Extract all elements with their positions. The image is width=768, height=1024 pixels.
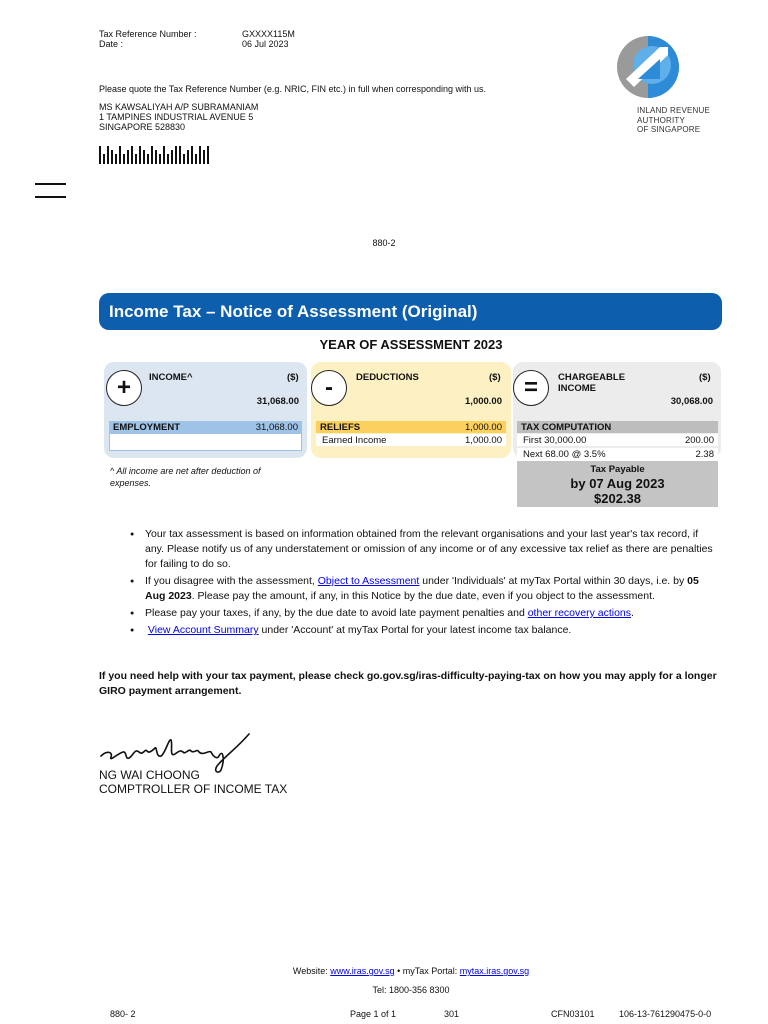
earned-income-label: Earned Income — [322, 434, 387, 446]
bullet-text: Please pay your taxes, if any, by the due date to avoid late payment penalties and — [145, 607, 528, 619]
tax-computation-header — [517, 421, 718, 433]
barcode-bar — [163, 146, 165, 164]
page-title: Income Tax – Notice of Assessment (Original) — [109, 301, 478, 321]
income-empty-row — [109, 433, 302, 451]
date-label: Date : — [99, 39, 124, 49]
barcode-bar — [207, 146, 209, 164]
tax-ref-label: Tax Reference Number : — [99, 29, 197, 39]
quote-note: Please quote the Tax Reference Number (e.g. NRIC, FIN etc.) in full when corresponding with us. — [99, 84, 487, 94]
footer-doc-id: 106-13-761290475-0-0 — [619, 1009, 712, 1019]
view-account-summary-link[interactable]: View Account Summary — [147, 624, 259, 636]
list-item — [130, 574, 720, 604]
deductions-total: 1,000.00 — [465, 396, 502, 407]
reliefs-row — [316, 421, 506, 433]
employment-row — [109, 421, 302, 433]
website-label: Website: — [292, 966, 331, 976]
barcode-bar — [111, 150, 113, 164]
page-code: 880-2 — [372, 238, 396, 248]
barcode-bar — [203, 150, 205, 164]
income-panel — [104, 362, 307, 458]
footer-telephone: Tel: 1800-356 8300 — [372, 985, 450, 995]
footer-number: 301 — [444, 1009, 460, 1019]
signer-title: COMPTROLLER OF INCOME TAX — [99, 782, 288, 796]
signer-block — [99, 768, 287, 796]
object-to-assessment-link[interactable]: Object to Assessment — [317, 575, 420, 587]
barcode-bar — [107, 146, 109, 164]
bullet-text: under 'Individuals' at myTax Portal within 30 days, i.e. by — [419, 575, 688, 587]
minus-icon: - — [311, 370, 347, 406]
signer-name: NG WAI CHOONG — [99, 768, 200, 782]
objection-deadline: 05 Aug 2023 — [145, 575, 699, 602]
tax-payable-box — [517, 461, 718, 507]
tax-payable-amount: $202.38 — [594, 491, 641, 506]
tax-computation-row — [517, 434, 718, 446]
barcode-bar — [171, 150, 173, 164]
deductions-heading: DEDUCTIONS — [356, 372, 419, 383]
employment-value: 31,068.00 — [255, 421, 298, 433]
barcode-bar — [119, 146, 121, 164]
barcode-bar — [115, 154, 117, 164]
bullet-text: Your tax assessment is based on information obtained from the relevant organisations and your last year's tax record, if any. Please notify us of any understatement or omission of any income or of any excessive tax relief as there are penalties for failing to do so. — [145, 528, 713, 570]
barcode-bar — [155, 150, 157, 164]
reliefs-label: RELIEFS — [320, 421, 361, 433]
income-total: 31,068.00 — [256, 396, 299, 407]
logo-line: AUTHORITY — [637, 115, 686, 125]
bullet-text: If you disagree with the assessment, — [145, 575, 318, 587]
tax-row-value: 2.38 — [695, 448, 714, 460]
chargeable-heading-line: CHARGEABLE — [558, 372, 626, 383]
tax-reference-block — [99, 29, 295, 49]
barcode-bar — [151, 146, 153, 164]
other-recovery-actions-link[interactable]: other recovery actions — [527, 607, 632, 619]
barcode-bar — [139, 146, 141, 164]
bullet-text: . Please pay the amount, if any, in this Notice by the due date, even if you object to the assessment. — [191, 590, 655, 602]
barcode-bar — [183, 154, 185, 164]
footer-page: Page 1 of 1 — [350, 1009, 397, 1019]
notice-title-bar — [99, 293, 722, 330]
income-unit: ($) — [287, 372, 299, 383]
barcode-bar — [135, 154, 137, 164]
postal-barcode-icon — [99, 146, 209, 164]
barcode-bar — [159, 154, 161, 164]
barcode-bar — [147, 154, 149, 164]
barcode-bar — [123, 154, 125, 164]
footer-cfn: CFN03101 — [551, 1009, 595, 1019]
chargeable-unit: ($) — [699, 372, 711, 383]
tax-payable-label: Tax Payable — [590, 464, 645, 475]
income-heading: INCOME^ — [149, 372, 193, 383]
barcode-bar — [103, 154, 105, 164]
year-of-assessment: YEAR OF ASSESSMENT 2023 — [319, 337, 503, 352]
mytax-portal-link[interactable]: mytax.iras.gov.sg — [459, 966, 530, 976]
barcode-bar — [127, 150, 129, 164]
iras-logo-icon — [616, 35, 680, 99]
date-value: 06 Jul 2023 — [242, 39, 289, 49]
fold-mark — [35, 183, 66, 185]
barcode-bar — [143, 150, 145, 164]
tax-row-value: 200.00 — [684, 434, 714, 446]
reliefs-value: 1,000.00 — [465, 421, 502, 433]
address-block — [99, 102, 258, 132]
chargeable-total: 30,068.00 — [670, 396, 713, 407]
notes-list — [130, 527, 720, 640]
chargeable-heading-line: INCOME — [558, 383, 596, 394]
payment-help-text: If you need help with your tax payment, please check go.gov.sg/iras-difficulty-paying-tax on how you may apply for a longer GIRO payment arrangement. — [99, 670, 717, 697]
barcode-bar — [131, 146, 133, 164]
barcode-bar — [99, 146, 101, 164]
logo-line: INLAND REVENUE — [637, 106, 711, 115]
tax-payable-due: by 07 Aug 2023 — [570, 476, 665, 491]
address-line: MS KAWSALIYAH A/P SUBRAMANIAM — [99, 102, 259, 112]
chargeable-heading — [558, 372, 625, 394]
earned-income-value: 1,000.00 — [465, 434, 502, 446]
equals-icon: = — [513, 370, 549, 406]
list-item — [130, 623, 720, 638]
iras-logo-text — [637, 106, 710, 135]
portal-label: • myTax Portal: — [394, 966, 460, 976]
list-item — [130, 606, 720, 621]
plus-icon: + — [106, 370, 142, 406]
address-line: SINGAPORE 528830 — [99, 122, 186, 132]
footer-contacts — [0, 966, 768, 976]
website-link[interactable]: www.iras.gov.sg — [330, 966, 395, 976]
earned-income-row — [316, 434, 506, 446]
tax-row-label: Next 68.00 @ 3.5% — [523, 448, 606, 460]
barcode-bar — [175, 146, 177, 164]
deductions-panel — [311, 362, 511, 458]
list-item — [130, 527, 720, 572]
tax-ref-value: GXXXX115M — [242, 29, 295, 39]
deductions-unit: ($) — [489, 372, 501, 383]
barcode-bar — [195, 154, 197, 164]
barcode-bar — [199, 146, 201, 164]
fold-mark — [35, 196, 66, 198]
bullet-text: . — [631, 607, 634, 619]
barcode-bar — [187, 150, 189, 164]
address-line: 1 TAMPINES INDUSTRIAL AVENUE 5 — [99, 112, 254, 122]
tax-computation-label: TAX COMPUTATION — [521, 421, 612, 433]
barcode-bar — [167, 154, 169, 164]
tax-computation-row — [517, 448, 718, 460]
footer-code-left: 880- 2 — [110, 1009, 136, 1019]
logo-line: OF SINGAPORE — [637, 125, 701, 134]
tax-row-label: First 30,000.00 — [523, 434, 587, 446]
barcode-bar — [191, 146, 193, 164]
barcode-bar — [179, 146, 181, 164]
employment-label: EMPLOYMENT — [113, 421, 181, 433]
income-footnote: ^ All income are net after deduction of expenses. — [110, 466, 261, 488]
bullet-text: under 'Account' at myTax Portal for your latest income tax balance. — [258, 624, 572, 636]
